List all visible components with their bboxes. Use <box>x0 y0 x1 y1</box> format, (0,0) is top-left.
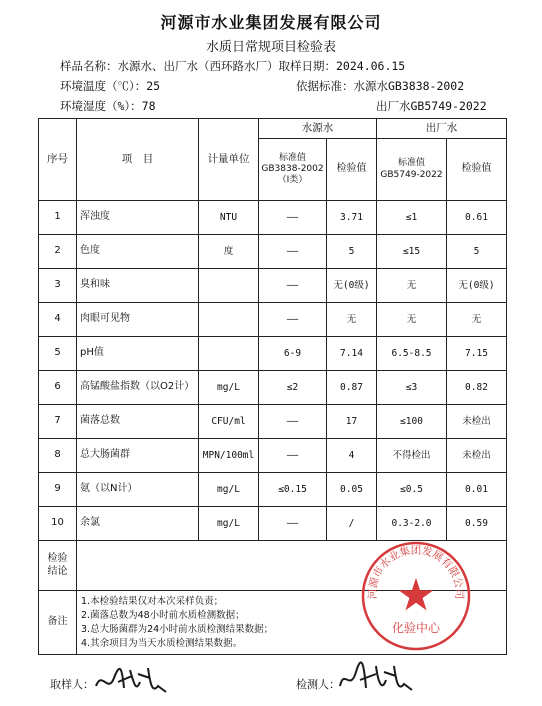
seal-star-icon <box>399 578 433 610</box>
sampler-label: 取样人： <box>50 678 94 691</box>
row-std-plant: 无 <box>377 303 447 337</box>
header-row-1 <box>39 119 507 139</box>
report-title: 水质日常规项目检验表 <box>205 40 336 55</box>
table-row <box>39 337 507 371</box>
row-std-source: —— <box>259 201 327 235</box>
row-unit: NTU <box>199 201 259 235</box>
table-row <box>39 371 507 405</box>
sample-name-line: 样品名称：水源水、出厂水（西环路水厂）取样日期：2024.06.15 <box>60 59 406 73</box>
header-group-plant: 出厂水 <box>377 119 507 139</box>
row-std-source: —— <box>259 269 327 303</box>
note-line: 2.菌落总数为48小时前水质检测数据； <box>81 609 245 621</box>
row-std-plant: 6.5-8.5 <box>377 337 447 371</box>
row-val-source: 4 <box>327 439 377 473</box>
conclusion-label: 检验 结论 <box>39 541 77 591</box>
row-unit: mg/L <box>199 507 259 541</box>
row-unit: mg/L <box>199 473 259 507</box>
row-val-source: 0.87 <box>327 371 377 405</box>
row-std-source: —— <box>259 303 327 337</box>
header-unit: 计量单位 <box>199 119 259 201</box>
row-val-plant: 未检出 <box>447 439 507 473</box>
data-rows <box>39 201 507 541</box>
row-val-plant: 未检出 <box>447 405 507 439</box>
row-item: 色度 <box>77 235 199 269</box>
sampler-signature <box>92 664 172 700</box>
row-val-source: 无 <box>327 303 377 337</box>
header-index: 序号 <box>39 119 77 201</box>
row-item: 臭和味 <box>77 269 199 303</box>
humidity-line: 环境湿度（%）：78 <box>60 99 156 113</box>
row-std-plant: 0.3-2.0 <box>377 507 447 541</box>
note-line: 3.总大肠菌群为24小时前水质检测结果数据； <box>81 623 274 635</box>
row-val-plant: 0.61 <box>447 201 507 235</box>
row-unit <box>199 269 259 303</box>
row-item: 总大肠菌群 <box>77 439 199 473</box>
row-val-source: 5 <box>327 235 377 269</box>
row-val-source: 0.05 <box>327 473 377 507</box>
inspection-seal <box>360 540 472 652</box>
row-std-source: —— <box>259 507 327 541</box>
header-val-source: 检验值 <box>327 139 377 201</box>
row-val-plant: 无 <box>447 303 507 337</box>
row-item: 氨（以N计） <box>77 473 199 507</box>
header-item: 项 目 <box>77 119 199 201</box>
table-row <box>39 303 507 337</box>
row-unit: 度 <box>199 235 259 269</box>
header-val-plant: 检验值 <box>447 139 507 201</box>
row-val-source: 无(0级) <box>327 269 377 303</box>
row-item: pH值 <box>77 337 199 371</box>
row-val-plant: 5 <box>447 235 507 269</box>
notes-label: 备注 <box>39 591 77 655</box>
row-std-plant: 不得检出 <box>377 439 447 473</box>
temperature-line: 环境温度（℃）：25 <box>60 79 161 93</box>
row-val-plant: 0.01 <box>447 473 507 507</box>
note-line: 1.本检验结果仅对本次采样负责； <box>81 595 224 607</box>
row-val-source: / <box>327 507 377 541</box>
row-unit <box>199 337 259 371</box>
tester-label: 检测人： <box>296 678 340 691</box>
table-row <box>39 473 507 507</box>
row-index: 5 <box>39 337 77 371</box>
table-row <box>39 439 507 473</box>
row-std-plant: ≤100 <box>377 405 447 439</box>
row-item: 余氯 <box>77 507 199 541</box>
row-val-plant: 0.59 <box>447 507 507 541</box>
row-index: 6 <box>39 371 77 405</box>
row-index: 10 <box>39 507 77 541</box>
row-item: 肉眼可见物 <box>77 303 199 337</box>
row-index: 9 <box>39 473 77 507</box>
row-item: 浑浊度 <box>77 201 199 235</box>
row-item: 高锰酸盐指数（以O2计） <box>77 371 199 405</box>
row-val-source: 3.71 <box>327 201 377 235</box>
row-index: 8 <box>39 439 77 473</box>
seal-ring-text: 河源市水业集团发展有限公司 <box>366 544 466 600</box>
row-index: 7 <box>39 405 77 439</box>
header-group-source: 水源水 <box>259 119 377 139</box>
row-std-source: ≤2 <box>259 371 327 405</box>
row-std-plant: ≤3 <box>377 371 447 405</box>
row-std-source: 6-9 <box>259 337 327 371</box>
company-title: 河源市水业集团发展有限公司 <box>160 13 382 32</box>
row-val-source: 7.14 <box>327 337 377 371</box>
table-row <box>39 405 507 439</box>
table-row <box>39 201 507 235</box>
standard-plant-line: 出厂水GB5749-2022 <box>376 99 487 113</box>
row-item: 菌落总数 <box>77 405 199 439</box>
row-unit: MPN/100ml <box>199 439 259 473</box>
row-std-plant: ≤0.5 <box>377 473 447 507</box>
row-std-source: ≤0.15 <box>259 473 327 507</box>
note-line: 4.其余项目为当天水质检测结果数据。 <box>81 637 243 649</box>
row-val-source: 17 <box>327 405 377 439</box>
header-std-source: 标准值 GB3838-2002 （Ⅰ类） <box>259 139 327 201</box>
row-val-plant: 0.82 <box>447 371 507 405</box>
row-std-plant: ≤15 <box>377 235 447 269</box>
row-std-source: —— <box>259 235 327 269</box>
table-row <box>39 269 507 303</box>
row-index: 3 <box>39 269 77 303</box>
row-val-plant: 无(0级) <box>447 269 507 303</box>
row-index: 1 <box>39 201 77 235</box>
row-std-plant: ≤1 <box>377 201 447 235</box>
row-unit <box>199 303 259 337</box>
table-row <box>39 235 507 269</box>
row-std-plant: 无 <box>377 269 447 303</box>
row-std-source: —— <box>259 439 327 473</box>
row-index: 4 <box>39 303 77 337</box>
row-unit: mg/L <box>199 371 259 405</box>
row-unit: CFU/ml <box>199 405 259 439</box>
header-std-plant: 标准值 GB5749-2022 <box>377 139 447 201</box>
row-val-plant: 7.15 <box>447 337 507 371</box>
tester-signature <box>336 660 416 700</box>
standard-source-line: 依据标准：水源水GB3838-2002 <box>296 79 465 93</box>
seal-center-text: 化验中心 <box>391 621 441 635</box>
row-std-source: —— <box>259 405 327 439</box>
row-index: 2 <box>39 235 77 269</box>
table-row <box>39 507 507 541</box>
